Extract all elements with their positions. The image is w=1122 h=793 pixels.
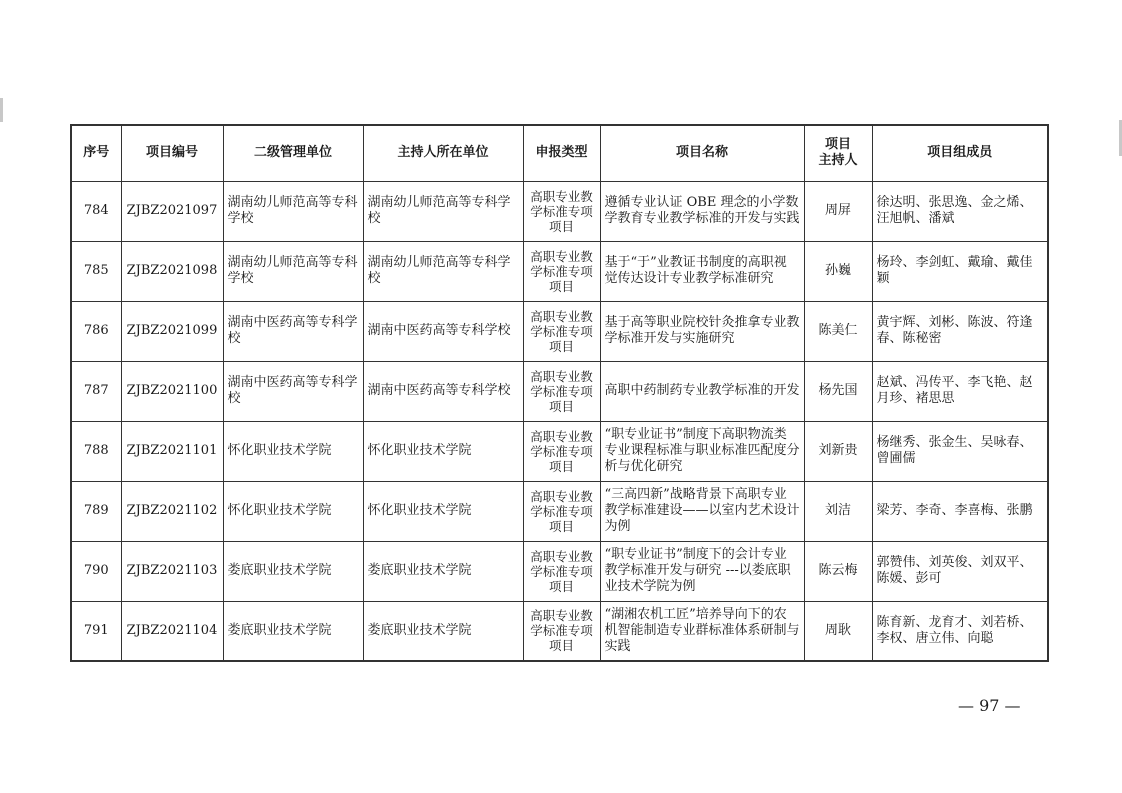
project-table [70,124,1049,662]
project-name: “职专业证书”制度下的会计专业教学标准开发与研究 ---以娄底职业技术学院为例 [600,541,804,601]
application-type: 高职专业教学标准专项项目 [523,361,600,421]
table-row [71,241,1048,301]
team-members: 梁芳、李奇、李喜梅、张鹏 [872,481,1048,541]
project-leader: 周耿 [804,601,872,661]
application-type: 高职专业教学标准专项项目 [523,481,600,541]
header-cell: 序号 [71,125,121,181]
project-code: ZJBZ2021099 [121,301,223,361]
row-number: 786 [71,301,121,361]
management-unit: 湖南幼儿师范高等专科学校 [223,241,363,301]
table-row [71,181,1048,241]
table-row [71,301,1048,361]
team-members: 黄宇辉、刘彬、陈波、符逢春、陈秘密 [872,301,1048,361]
project-leader: 杨先国 [804,361,872,421]
project-name: 遵循专业认证 OBE 理念的小学数学教育专业教学标准的开发与实践 [600,181,804,241]
management-unit: 怀化职业技术学院 [223,481,363,541]
project-leader: 周屏 [804,181,872,241]
row-number: 785 [71,241,121,301]
application-type: 高职专业教学标准专项项目 [523,241,600,301]
project-name: “湖湘农机工匠”培养导向下的农机智能制造专业群标准体系研制与实践 [600,601,804,661]
management-unit: 娄底职业技术学院 [223,601,363,661]
host-unit: 怀化职业技术学院 [363,481,523,541]
team-members: 杨玲、李剑虹、戴瑜、戴佳颖 [872,241,1048,301]
header-cell: 项目组成员 [872,125,1048,181]
application-type: 高职专业教学标准专项项目 [523,601,600,661]
host-unit: 娄底职业技术学院 [363,541,523,601]
project-leader: 陈云梅 [804,541,872,601]
project-code: ZJBZ2021101 [121,421,223,481]
host-unit: 湖南幼儿师范高等专科学校 [363,241,523,301]
host-unit: 怀化职业技术学院 [363,421,523,481]
row-number: 784 [71,181,121,241]
table-row [71,481,1048,541]
host-unit: 湖南幼儿师范高等专科学校 [363,181,523,241]
project-code: ZJBZ2021103 [121,541,223,601]
table-row [71,541,1048,601]
project-name: 高职中药制药专业教学标准的开发 [600,361,804,421]
header-cell: 主持人所在单位 [363,125,523,181]
table-row [71,361,1048,421]
host-unit: 娄底职业技术学院 [363,601,523,661]
team-members: 赵斌、冯传平、李飞艳、赵月珍、褚思思 [872,361,1048,421]
table-row [71,601,1048,661]
row-number: 787 [71,361,121,421]
team-members: 陈育新、龙育才、刘若桥、李权、唐立伟、向聪 [872,601,1048,661]
header-cell: 二级管理单位 [223,125,363,181]
management-unit: 湖南中医药高等专科学校 [223,361,363,421]
team-members: 郭赞伟、刘英俊、刘双平、陈媛、彭可 [872,541,1048,601]
project-leader: 孙巍 [804,241,872,301]
application-type: 高职专业教学标准专项项目 [523,421,600,481]
table-row [71,421,1048,481]
header-cell: 项目 主持人 [804,125,872,181]
project-leader: 刘洁 [804,481,872,541]
team-members: 徐达明、张思逸、金之烯、汪旭帆、潘斌 [872,181,1048,241]
host-unit: 湖南中医药高等专科学校 [363,301,523,361]
project-name: 基于高等职业院校针灸推拿专业教学标准开发与实施研究 [600,301,804,361]
row-number: 788 [71,421,121,481]
application-type: 高职专业教学标准专项项目 [523,541,600,601]
management-unit: 湖南幼儿师范高等专科学校 [223,181,363,241]
project-name: 基于“于”业教证书制度的高职视觉传达设计专业教学标准研究 [600,241,804,301]
project-name: “职专业证书”制度下高职物流类专业课程标准与职业标准匹配度分析与优化研究 [600,421,804,481]
application-type: 高职专业教学标准专项项目 [523,301,600,361]
management-unit: 娄底职业技术学院 [223,541,363,601]
project-code: ZJBZ2021100 [121,361,223,421]
header-cell: 项目编号 [121,125,223,181]
scan-edge-mark [0,98,3,122]
row-number: 791 [71,601,121,661]
project-code: ZJBZ2021104 [121,601,223,661]
header-cell: 申报类型 [523,125,600,181]
project-code: ZJBZ2021098 [121,241,223,301]
project-leader: 陈美仁 [804,301,872,361]
project-leader: 刘新贵 [804,421,872,481]
project-code: ZJBZ2021102 [121,481,223,541]
header-cell: 项目名称 [600,125,804,181]
management-unit: 怀化职业技术学院 [223,421,363,481]
project-code: ZJBZ2021097 [121,181,223,241]
table-header-row [71,125,1048,181]
application-type: 高职专业教学标准专项项目 [523,181,600,241]
row-number: 789 [71,481,121,541]
team-members: 杨继秀、张金生、吴咏春、曾圃儒 [872,421,1048,481]
host-unit: 湖南中医药高等专科学校 [363,361,523,421]
management-unit: 湖南中医药高等专科学校 [223,301,363,361]
page-number: — 97 — [958,696,1021,715]
row-number: 790 [71,541,121,601]
project-name: “三高四新”战略背景下高职专业教学标准建设——以室内艺术设计为例 [600,481,804,541]
